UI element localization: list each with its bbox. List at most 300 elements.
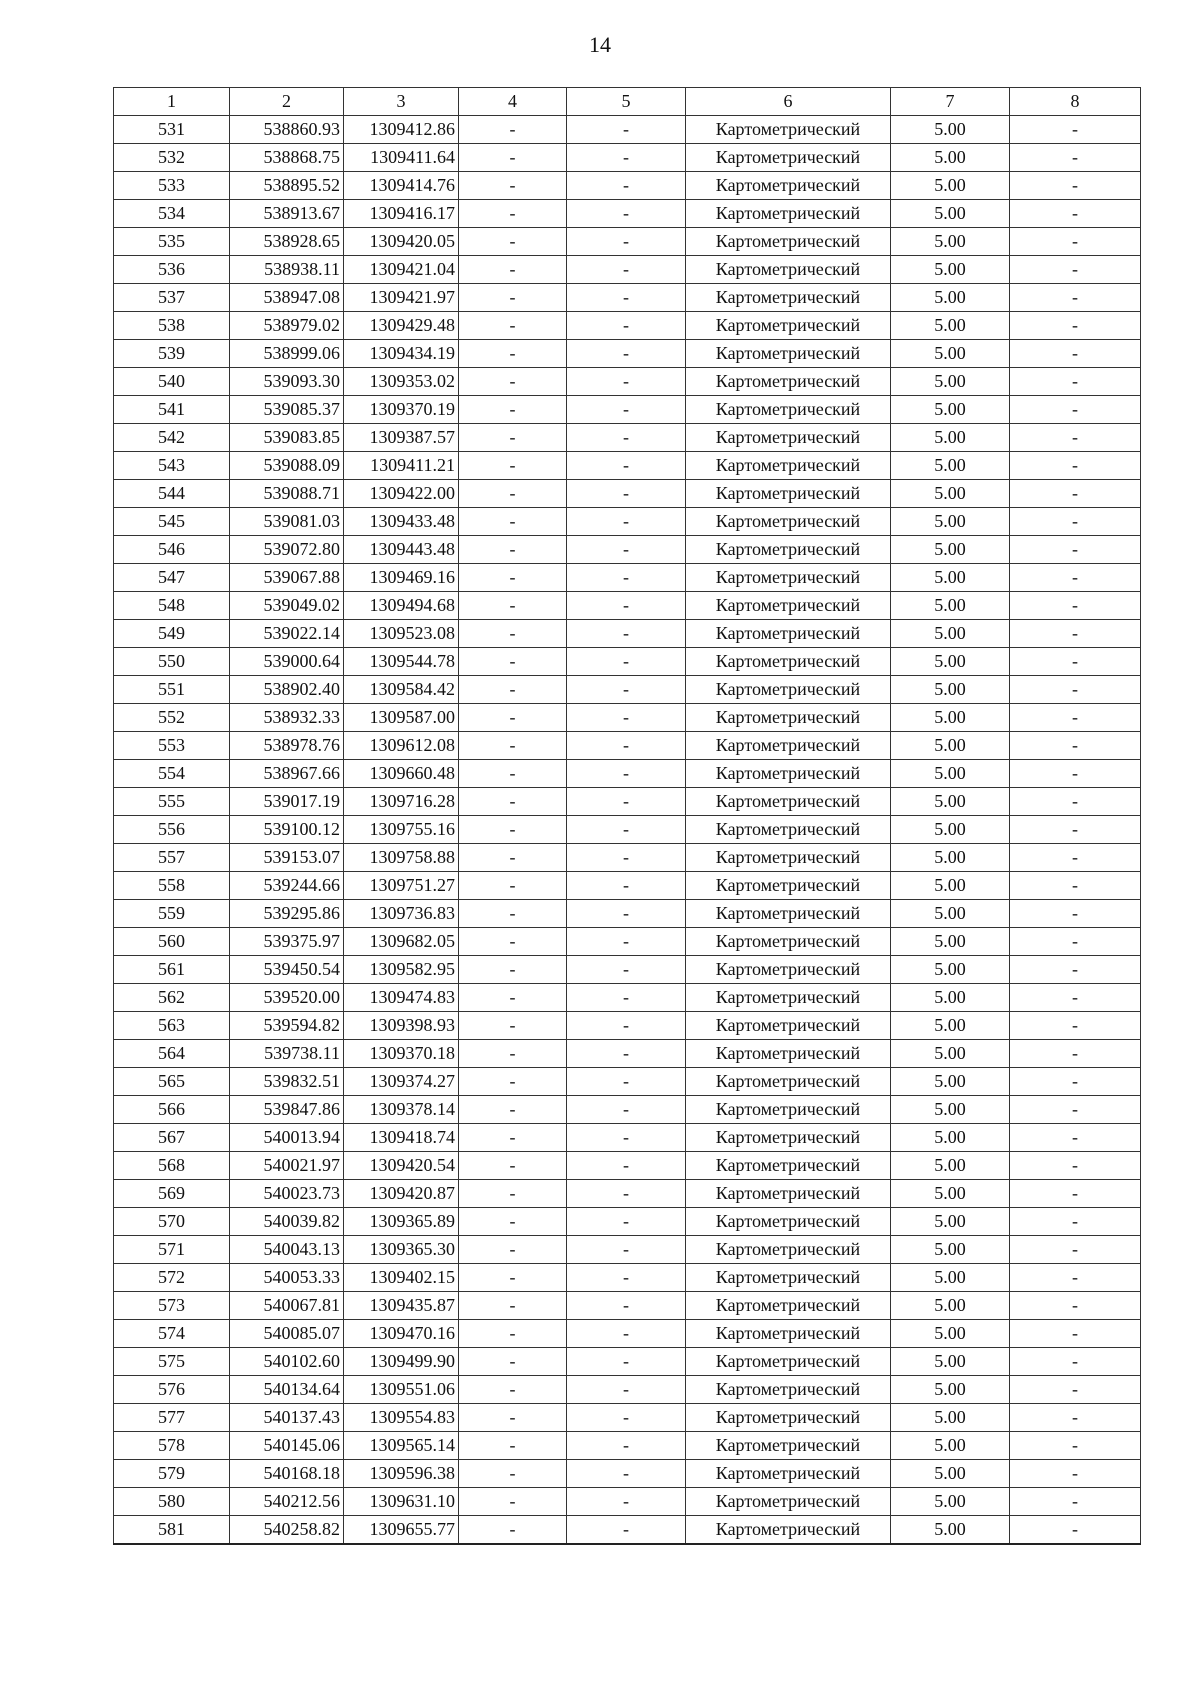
cell-x-coordinate: 538938.11	[230, 256, 344, 284]
cell-col-8: -	[1010, 1516, 1141, 1545]
cell-y-coordinate: 1309365.30	[344, 1236, 459, 1264]
cell-y-coordinate: 1309435.87	[344, 1292, 459, 1320]
table-row	[114, 984, 1141, 1012]
cell-accuracy: 5.00	[891, 1152, 1010, 1180]
table-row	[114, 200, 1141, 228]
table-row	[114, 144, 1141, 172]
cell-method: Картометрический	[686, 200, 891, 228]
cell-col-8: -	[1010, 256, 1141, 284]
cell-accuracy: 5.00	[891, 1460, 1010, 1488]
cell-col-4: -	[459, 984, 567, 1012]
cell-x-coordinate: 539847.86	[230, 1096, 344, 1124]
cell-col-8: -	[1010, 1096, 1141, 1124]
cell-x-coordinate: 539375.97	[230, 928, 344, 956]
cell-col-4: -	[459, 340, 567, 368]
cell-y-coordinate: 1309398.93	[344, 1012, 459, 1040]
cell-method: Картометрический	[686, 816, 891, 844]
cell-col-8: -	[1010, 1180, 1141, 1208]
cell-y-coordinate: 1309682.05	[344, 928, 459, 956]
cell-accuracy: 5.00	[891, 816, 1010, 844]
cell-method: Картометрический	[686, 396, 891, 424]
table-row	[114, 1040, 1141, 1068]
cell-y-coordinate: 1309587.00	[344, 704, 459, 732]
cell-col-4: -	[459, 1180, 567, 1208]
cell-col-8: -	[1010, 900, 1141, 928]
column-header: 5	[567, 88, 686, 116]
cell-col-4: -	[459, 1124, 567, 1152]
cell-point-number: 572	[114, 1264, 230, 1292]
cell-point-number: 579	[114, 1460, 230, 1488]
table-row	[114, 928, 1141, 956]
cell-y-coordinate: 1309499.90	[344, 1348, 459, 1376]
cell-accuracy: 5.00	[891, 1208, 1010, 1236]
cell-x-coordinate: 540043.13	[230, 1236, 344, 1264]
cell-col-5: -	[567, 536, 686, 564]
table-row	[114, 816, 1141, 844]
cell-col-8: -	[1010, 1292, 1141, 1320]
cell-accuracy: 5.00	[891, 1236, 1010, 1264]
cell-method: Картометрический	[686, 172, 891, 200]
cell-y-coordinate: 1309554.83	[344, 1404, 459, 1432]
cell-accuracy: 5.00	[891, 536, 1010, 564]
cell-y-coordinate: 1309494.68	[344, 592, 459, 620]
cell-accuracy: 5.00	[891, 256, 1010, 284]
cell-x-coordinate: 540212.56	[230, 1488, 344, 1516]
cell-y-coordinate: 1309412.86	[344, 116, 459, 144]
cell-method: Картометрический	[686, 620, 891, 648]
cell-accuracy: 5.00	[891, 1264, 1010, 1292]
table-row	[114, 648, 1141, 676]
cell-x-coordinate: 538860.93	[230, 116, 344, 144]
cell-col-8: -	[1010, 872, 1141, 900]
cell-col-5: -	[567, 648, 686, 676]
cell-accuracy: 5.00	[891, 116, 1010, 144]
cell-col-8: -	[1010, 172, 1141, 200]
cell-col-5: -	[567, 956, 686, 984]
cell-accuracy: 5.00	[891, 144, 1010, 172]
cell-col-8: -	[1010, 228, 1141, 256]
table-row	[114, 508, 1141, 536]
cell-accuracy: 5.00	[891, 592, 1010, 620]
cell-y-coordinate: 1309612.08	[344, 732, 459, 760]
table-row	[114, 228, 1141, 256]
cell-col-5: -	[567, 1068, 686, 1096]
cell-method: Картометрический	[686, 256, 891, 284]
cell-x-coordinate: 539083.85	[230, 424, 344, 452]
cell-col-8: -	[1010, 1012, 1141, 1040]
cell-y-coordinate: 1309353.02	[344, 368, 459, 396]
cell-col-8: -	[1010, 760, 1141, 788]
cell-col-4: -	[459, 1516, 567, 1545]
cell-accuracy: 5.00	[891, 704, 1010, 732]
cell-col-4: -	[459, 872, 567, 900]
column-header: 8	[1010, 88, 1141, 116]
cell-col-4: -	[459, 508, 567, 536]
table-row	[114, 172, 1141, 200]
cell-accuracy: 5.00	[891, 984, 1010, 1012]
cell-method: Картометрический	[686, 1488, 891, 1516]
cell-point-number: 542	[114, 424, 230, 452]
cell-col-8: -	[1010, 536, 1141, 564]
cell-y-coordinate: 1309758.88	[344, 844, 459, 872]
cell-accuracy: 5.00	[891, 200, 1010, 228]
cell-col-4: -	[459, 956, 567, 984]
cell-point-number: 539	[114, 340, 230, 368]
cell-y-coordinate: 1309443.48	[344, 536, 459, 564]
cell-y-coordinate: 1309370.18	[344, 1040, 459, 1068]
cell-col-4: -	[459, 1320, 567, 1348]
cell-method: Картометрический	[686, 564, 891, 592]
cell-col-4: -	[459, 1236, 567, 1264]
cell-method: Картометрический	[686, 732, 891, 760]
cell-accuracy: 5.00	[891, 452, 1010, 480]
cell-point-number: 571	[114, 1236, 230, 1264]
cell-accuracy: 5.00	[891, 844, 1010, 872]
cell-x-coordinate: 539081.03	[230, 508, 344, 536]
cell-point-number: 558	[114, 872, 230, 900]
cell-col-5: -	[567, 1516, 686, 1545]
cell-col-4: -	[459, 1012, 567, 1040]
cell-col-4: -	[459, 760, 567, 788]
cell-col-8: -	[1010, 984, 1141, 1012]
cell-method: Картометрический	[686, 592, 891, 620]
cell-y-coordinate: 1309416.17	[344, 200, 459, 228]
table-row	[114, 116, 1141, 144]
table-row	[114, 1236, 1141, 1264]
cell-y-coordinate: 1309420.54	[344, 1152, 459, 1180]
table-row	[114, 536, 1141, 564]
cell-x-coordinate: 538913.67	[230, 200, 344, 228]
cell-col-8: -	[1010, 312, 1141, 340]
cell-x-coordinate: 540053.33	[230, 1264, 344, 1292]
cell-col-8: -	[1010, 648, 1141, 676]
column-header: 3	[344, 88, 459, 116]
cell-col-5: -	[567, 1096, 686, 1124]
cell-accuracy: 5.00	[891, 228, 1010, 256]
cell-col-8: -	[1010, 844, 1141, 872]
cell-col-4: -	[459, 536, 567, 564]
cell-y-coordinate: 1309429.48	[344, 312, 459, 340]
table-row	[114, 592, 1141, 620]
cell-col-5: -	[567, 424, 686, 452]
cell-method: Картометрический	[686, 1012, 891, 1040]
cell-col-4: -	[459, 396, 567, 424]
cell-point-number: 538	[114, 312, 230, 340]
cell-col-4: -	[459, 816, 567, 844]
column-header: 4	[459, 88, 567, 116]
cell-col-4: -	[459, 1488, 567, 1516]
cell-accuracy: 5.00	[891, 1488, 1010, 1516]
cell-x-coordinate: 539017.19	[230, 788, 344, 816]
column-header: 1	[114, 88, 230, 116]
table-row	[114, 1180, 1141, 1208]
cell-method: Картометрический	[686, 1096, 891, 1124]
cell-y-coordinate: 1309420.87	[344, 1180, 459, 1208]
cell-col-8: -	[1010, 732, 1141, 760]
cell-accuracy: 5.00	[891, 564, 1010, 592]
cell-col-4: -	[459, 144, 567, 172]
cell-method: Картометрический	[686, 956, 891, 984]
cell-method: Картометрический	[686, 312, 891, 340]
coordinates-table	[113, 87, 1141, 1545]
cell-x-coordinate: 540085.07	[230, 1320, 344, 1348]
cell-method: Картометрический	[686, 1236, 891, 1264]
cell-col-5: -	[567, 900, 686, 928]
cell-y-coordinate: 1309370.19	[344, 396, 459, 424]
cell-col-8: -	[1010, 1264, 1141, 1292]
cell-accuracy: 5.00	[891, 648, 1010, 676]
cell-y-coordinate: 1309421.04	[344, 256, 459, 284]
cell-x-coordinate: 539000.64	[230, 648, 344, 676]
cell-method: Картометрический	[686, 1516, 891, 1545]
table-row	[114, 872, 1141, 900]
cell-point-number: 568	[114, 1152, 230, 1180]
cell-y-coordinate: 1309418.74	[344, 1124, 459, 1152]
cell-col-4: -	[459, 172, 567, 200]
cell-col-4: -	[459, 480, 567, 508]
cell-col-5: -	[567, 592, 686, 620]
cell-point-number: 575	[114, 1348, 230, 1376]
cell-col-8: -	[1010, 1432, 1141, 1460]
cell-x-coordinate: 540102.60	[230, 1348, 344, 1376]
cell-point-number: 565	[114, 1068, 230, 1096]
column-header: 6	[686, 88, 891, 116]
cell-y-coordinate: 1309544.78	[344, 648, 459, 676]
cell-method: Картометрический	[686, 368, 891, 396]
cell-col-8: -	[1010, 620, 1141, 648]
cell-col-5: -	[567, 984, 686, 1012]
cell-col-5: -	[567, 1012, 686, 1040]
cell-col-8: -	[1010, 676, 1141, 704]
cell-point-number: 554	[114, 760, 230, 788]
cell-y-coordinate: 1309402.15	[344, 1264, 459, 1292]
cell-x-coordinate: 539244.66	[230, 872, 344, 900]
cell-point-number: 545	[114, 508, 230, 536]
cell-col-5: -	[567, 788, 686, 816]
cell-point-number: 546	[114, 536, 230, 564]
cell-accuracy: 5.00	[891, 1376, 1010, 1404]
cell-accuracy: 5.00	[891, 368, 1010, 396]
cell-accuracy: 5.00	[891, 1404, 1010, 1432]
cell-method: Картометрический	[686, 788, 891, 816]
cell-col-5: -	[567, 704, 686, 732]
cell-col-5: -	[567, 172, 686, 200]
cell-accuracy: 5.00	[891, 928, 1010, 956]
table-row	[114, 676, 1141, 704]
cell-y-coordinate: 1309716.28	[344, 788, 459, 816]
cell-point-number: 534	[114, 200, 230, 228]
cell-col-8: -	[1010, 1208, 1141, 1236]
cell-col-8: -	[1010, 704, 1141, 732]
cell-point-number: 560	[114, 928, 230, 956]
cell-accuracy: 5.00	[891, 1180, 1010, 1208]
cell-method: Картометрический	[686, 144, 891, 172]
cell-col-4: -	[459, 256, 567, 284]
cell-x-coordinate: 539085.37	[230, 396, 344, 424]
cell-col-4: -	[459, 620, 567, 648]
cell-method: Картометрический	[686, 480, 891, 508]
cell-x-coordinate: 539832.51	[230, 1068, 344, 1096]
cell-accuracy: 5.00	[891, 1320, 1010, 1348]
cell-method: Картометрический	[686, 984, 891, 1012]
cell-col-8: -	[1010, 816, 1141, 844]
table-row	[114, 1264, 1141, 1292]
cell-point-number: 574	[114, 1320, 230, 1348]
cell-col-4: -	[459, 1068, 567, 1096]
cell-col-8: -	[1010, 452, 1141, 480]
cell-point-number: 559	[114, 900, 230, 928]
cell-y-coordinate: 1309470.16	[344, 1320, 459, 1348]
cell-method: Картометрический	[686, 284, 891, 312]
cell-x-coordinate: 539022.14	[230, 620, 344, 648]
cell-x-coordinate: 540168.18	[230, 1460, 344, 1488]
cell-x-coordinate: 540134.64	[230, 1376, 344, 1404]
cell-col-8: -	[1010, 1404, 1141, 1432]
cell-col-8: -	[1010, 368, 1141, 396]
cell-point-number: 537	[114, 284, 230, 312]
cell-col-5: -	[567, 1152, 686, 1180]
cell-x-coordinate: 540039.82	[230, 1208, 344, 1236]
cell-point-number: 541	[114, 396, 230, 424]
cell-method: Картометрический	[686, 928, 891, 956]
cell-x-coordinate: 540021.97	[230, 1152, 344, 1180]
cell-x-coordinate: 539072.80	[230, 536, 344, 564]
cell-y-coordinate: 1309434.19	[344, 340, 459, 368]
cell-col-5: -	[567, 1040, 686, 1068]
cell-method: Картометрический	[686, 1068, 891, 1096]
cell-col-5: -	[567, 1404, 686, 1432]
cell-method: Картометрический	[686, 1292, 891, 1320]
cell-y-coordinate: 1309660.48	[344, 760, 459, 788]
cell-point-number: 551	[114, 676, 230, 704]
cell-accuracy: 5.00	[891, 1012, 1010, 1040]
cell-col-4: -	[459, 592, 567, 620]
cell-y-coordinate: 1309596.38	[344, 1460, 459, 1488]
cell-method: Картометрический	[686, 704, 891, 732]
cell-accuracy: 5.00	[891, 340, 1010, 368]
cell-point-number: 543	[114, 452, 230, 480]
cell-x-coordinate: 538868.75	[230, 144, 344, 172]
cell-method: Картометрический	[686, 116, 891, 144]
cell-point-number: 570	[114, 1208, 230, 1236]
cell-point-number: 548	[114, 592, 230, 620]
cell-accuracy: 5.00	[891, 900, 1010, 928]
table-row	[114, 1012, 1141, 1040]
table-row	[114, 564, 1141, 592]
table-row	[114, 1152, 1141, 1180]
cell-accuracy: 5.00	[891, 312, 1010, 340]
cell-point-number: 549	[114, 620, 230, 648]
cell-col-5: -	[567, 1180, 686, 1208]
cell-x-coordinate: 538895.52	[230, 172, 344, 200]
cell-col-4: -	[459, 1460, 567, 1488]
table-row	[114, 1404, 1141, 1432]
cell-point-number: 563	[114, 1012, 230, 1040]
cell-point-number: 562	[114, 984, 230, 1012]
column-header: 2	[230, 88, 344, 116]
cell-x-coordinate: 539738.11	[230, 1040, 344, 1068]
table-row	[114, 1068, 1141, 1096]
cell-y-coordinate: 1309421.97	[344, 284, 459, 312]
cell-x-coordinate: 538979.02	[230, 312, 344, 340]
cell-accuracy: 5.00	[891, 676, 1010, 704]
cell-col-4: -	[459, 564, 567, 592]
cell-y-coordinate: 1309414.76	[344, 172, 459, 200]
cell-col-8: -	[1010, 956, 1141, 984]
cell-x-coordinate: 538947.08	[230, 284, 344, 312]
cell-col-5: -	[567, 340, 686, 368]
cell-col-5: -	[567, 1236, 686, 1264]
cell-col-5: -	[567, 1124, 686, 1152]
table-row	[114, 1348, 1141, 1376]
table-row	[114, 284, 1141, 312]
cell-y-coordinate: 1309469.16	[344, 564, 459, 592]
cell-x-coordinate: 538932.33	[230, 704, 344, 732]
cell-x-coordinate: 538928.65	[230, 228, 344, 256]
cell-accuracy: 5.00	[891, 1348, 1010, 1376]
cell-col-4: -	[459, 452, 567, 480]
cell-col-5: -	[567, 1348, 686, 1376]
cell-col-8: -	[1010, 1488, 1141, 1516]
cell-x-coordinate: 538902.40	[230, 676, 344, 704]
cell-x-coordinate: 539520.00	[230, 984, 344, 1012]
cell-method: Картометрический	[686, 536, 891, 564]
table-row	[114, 1488, 1141, 1516]
cell-col-5: -	[567, 1208, 686, 1236]
cell-col-5: -	[567, 144, 686, 172]
cell-x-coordinate: 538978.76	[230, 732, 344, 760]
cell-accuracy: 5.00	[891, 396, 1010, 424]
cell-point-number: 553	[114, 732, 230, 760]
cell-y-coordinate: 1309582.95	[344, 956, 459, 984]
table-row	[114, 396, 1141, 424]
cell-x-coordinate: 538999.06	[230, 340, 344, 368]
cell-y-coordinate: 1309378.14	[344, 1096, 459, 1124]
cell-point-number: 569	[114, 1180, 230, 1208]
cell-method: Картометрический	[686, 1152, 891, 1180]
cell-point-number: 555	[114, 788, 230, 816]
cell-col-8: -	[1010, 1320, 1141, 1348]
cell-col-4: -	[459, 368, 567, 396]
cell-col-8: -	[1010, 480, 1141, 508]
cell-method: Картометрический	[686, 1320, 891, 1348]
cell-accuracy: 5.00	[891, 760, 1010, 788]
table-row	[114, 424, 1141, 452]
cell-x-coordinate: 539100.12	[230, 816, 344, 844]
cell-point-number: 547	[114, 564, 230, 592]
cell-col-5: -	[567, 928, 686, 956]
cell-col-4: -	[459, 284, 567, 312]
cell-y-coordinate: 1309565.14	[344, 1432, 459, 1460]
cell-point-number: 557	[114, 844, 230, 872]
table-row	[114, 956, 1141, 984]
table-row	[114, 620, 1141, 648]
cell-col-4: -	[459, 312, 567, 340]
cell-col-5: -	[567, 620, 686, 648]
table-row	[114, 1516, 1141, 1545]
cell-y-coordinate: 1309411.64	[344, 144, 459, 172]
cell-y-coordinate: 1309551.06	[344, 1376, 459, 1404]
cell-accuracy: 5.00	[891, 172, 1010, 200]
cell-col-5: -	[567, 732, 686, 760]
cell-col-8: -	[1010, 1236, 1141, 1264]
cell-col-8: -	[1010, 1124, 1141, 1152]
cell-col-8: -	[1010, 1068, 1141, 1096]
cell-col-4: -	[459, 900, 567, 928]
cell-y-coordinate: 1309433.48	[344, 508, 459, 536]
cell-method: Картометрический	[686, 1264, 891, 1292]
cell-x-coordinate: 539067.88	[230, 564, 344, 592]
